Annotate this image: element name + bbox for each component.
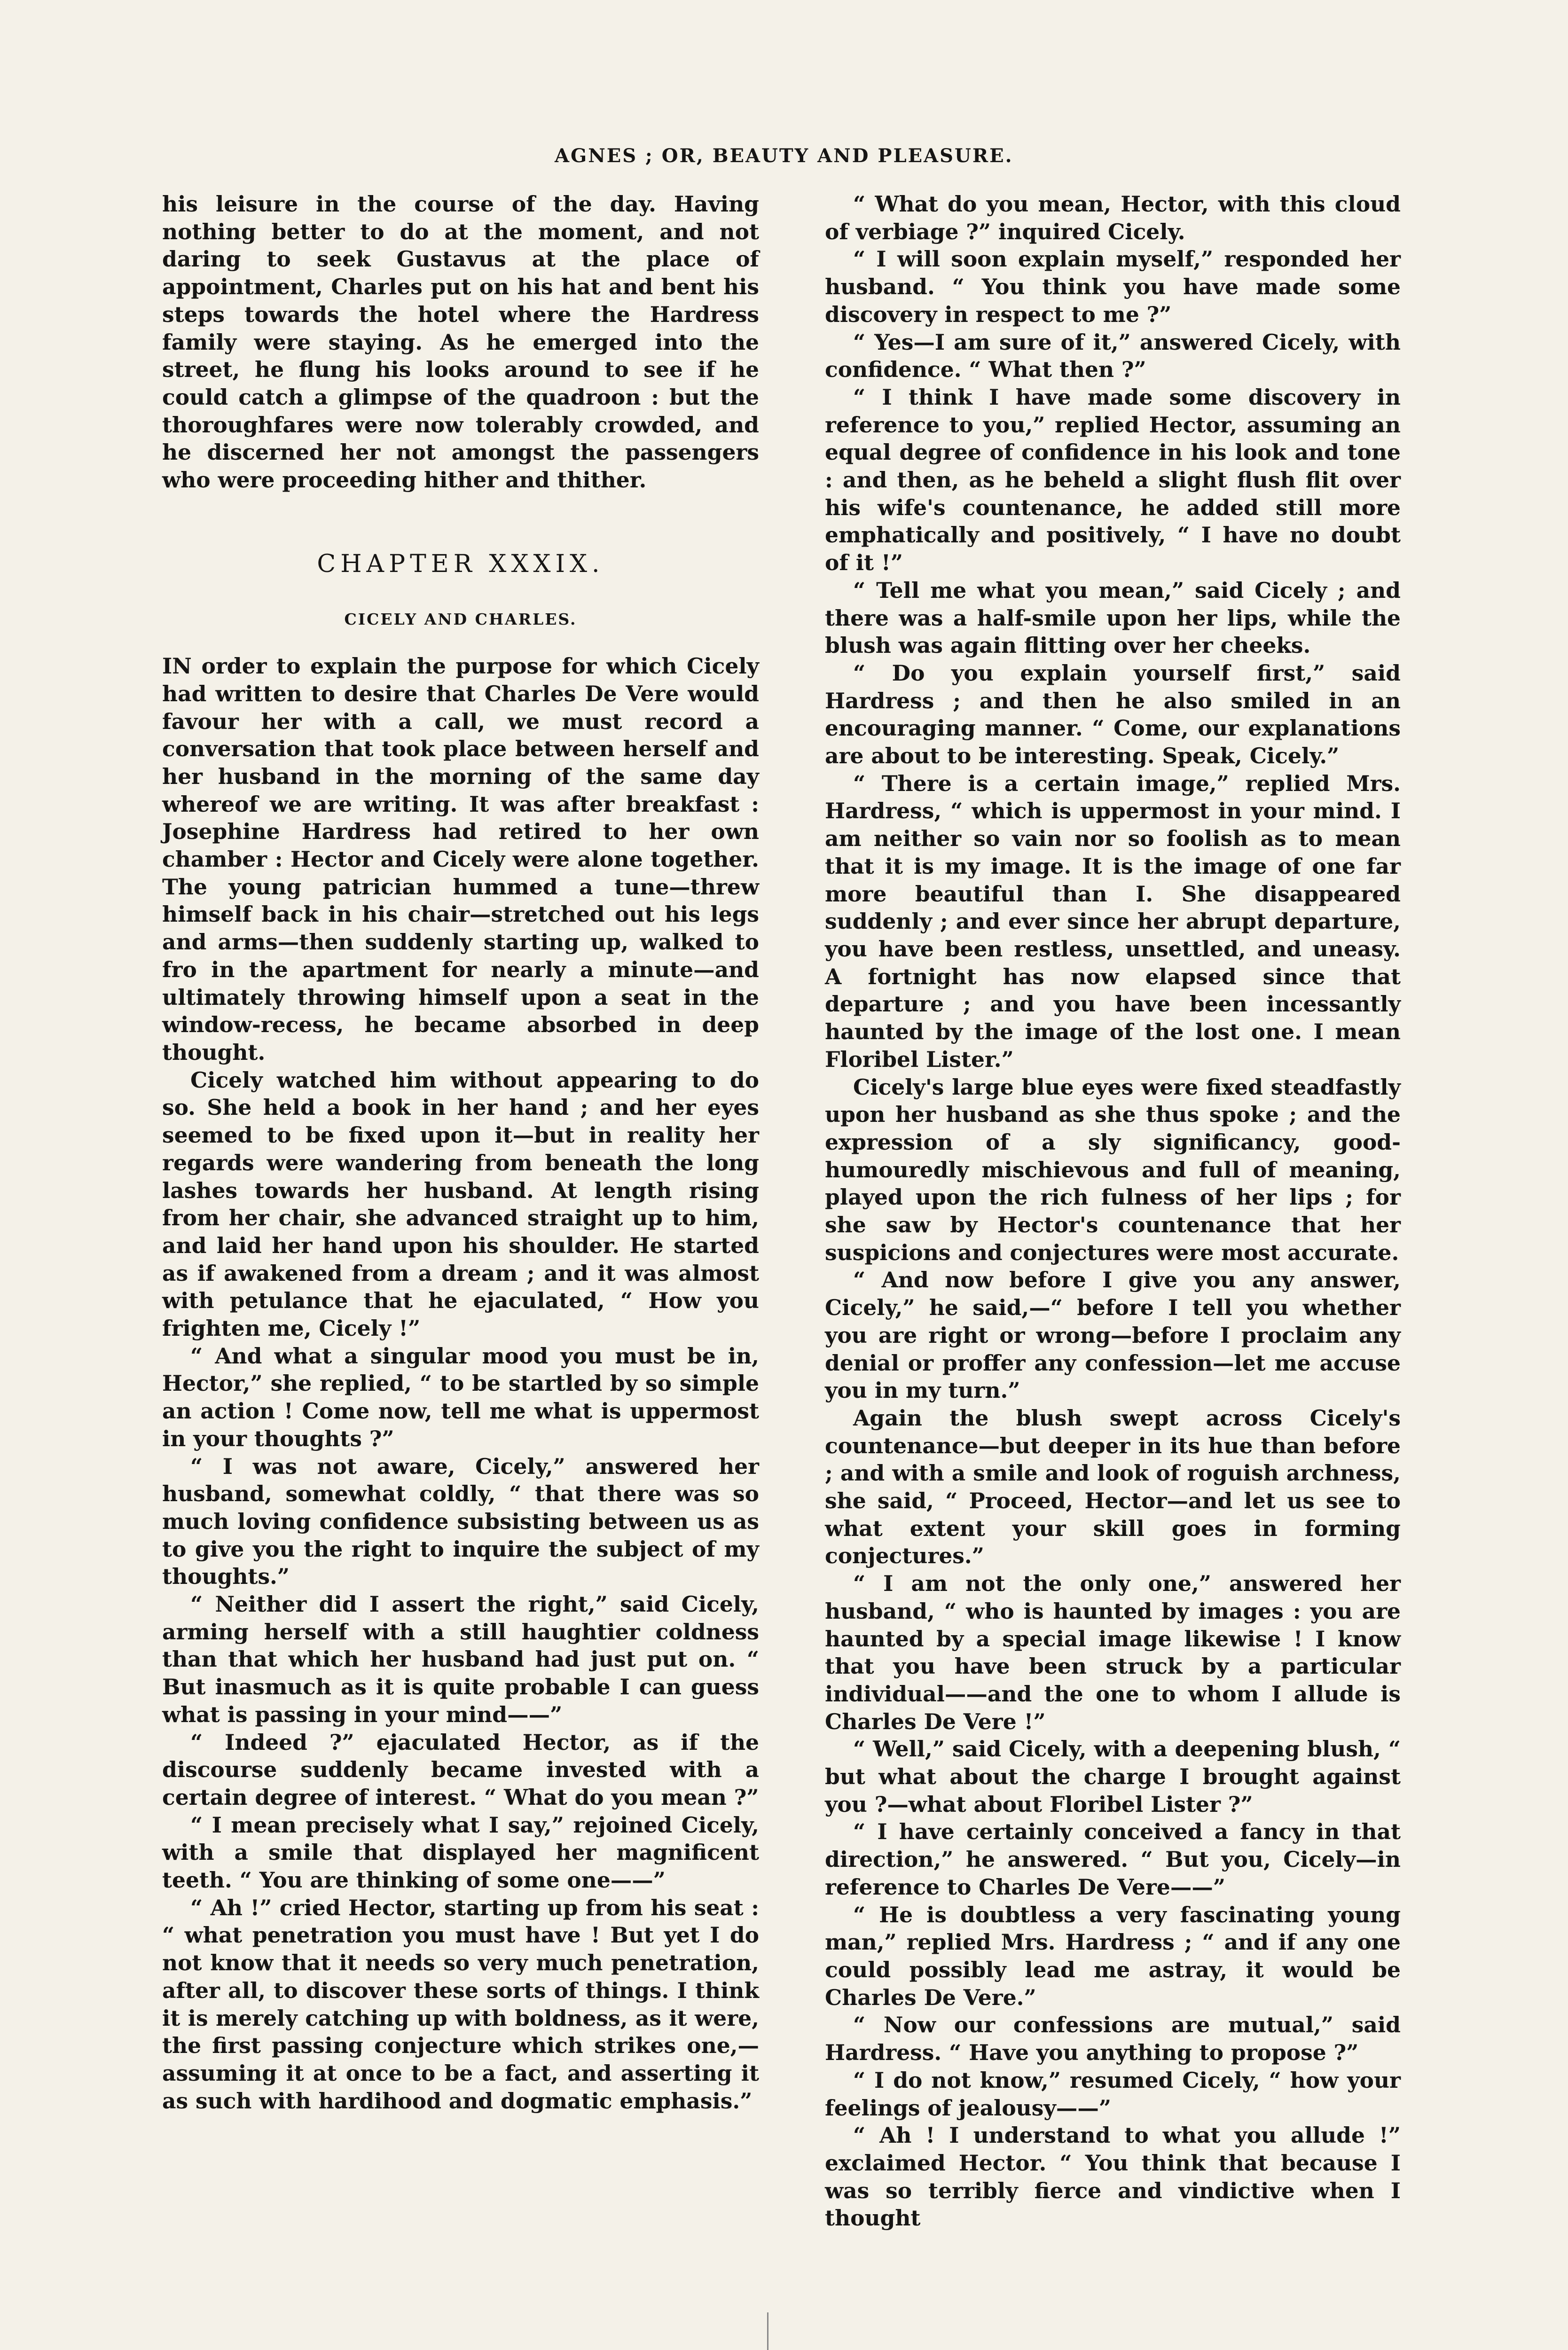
paragraph: “ Ah !” cried Hector, starting up from his seat : “ what penetration you must have ! But yet I do not know that it needs so very much penetration, after all, to discover these sorts of things. I think it is merely catching up with boldness, as it were, the first passing conjecture which strikes one,—assuming it at once to be a fact, and asserting it as such with hardihood and dogmatic emphasis.” [162, 1895, 759, 2114]
paragraph: “ Well,” said Cicely, with a deepening blush, “ but what about the charge I brought against you ?—what about Floribel Lister ?” [825, 1736, 1401, 1817]
chapter-subtitle: CICELY AND CHARLES. [344, 610, 577, 629]
paragraph: “ And now before I give you any answer, Cicely,” he said,—“ before I tell you whether you are right or wrong—before I proclaim any denial or proffer any confession—let me accuse you in my turn.” [825, 1267, 1401, 1403]
paragraph: “ Now our confessions are mutual,” said Hardress. “ Have you anything to propose ?” [825, 2012, 1401, 2066]
paragraph: “ I will soon explain myself,” responded her husband. “ You think you have made some discovery in respect to me ?” [825, 246, 1401, 327]
paragraph: Cicely's large blue eyes were fixed steadfastly upon her husband as she thus spoke ; and the expression of a sly significancy, good-humouredly mischievous and full of meaning, played upon the rich fulness of her lips ; for she saw by Hector's countenance that her suspicions and conjectures were most accurate. [825, 1074, 1401, 1265]
paragraph: “ Indeed ?” ejaculated Hector, as if the discourse suddenly became invested with a certain degree of interest. “ What do you mean ?” [162, 1729, 759, 1810]
paragraph: “ I am not the only one,” answered her husband, “ who is haunted by images : you are haunted by a special image likewise ! I know that you have been struck by a particular individual——and the one to whom I allude is Charles De Vere !” [825, 1571, 1401, 1734]
paragraph: “ I have certainly conceived a fancy in that direction,” he answered. “ But you, Cicely—in reference to Charles De Vere——” [825, 1819, 1401, 1900]
paragraph: “ Yes—I am sure of it,” answered Cicely, with confidence. “ What then ?” [825, 329, 1401, 383]
right-column [825, 190, 1401, 2232]
paragraph: “ I mean precisely what I say,” rejoined Cicely, with a smile that displayed her magnificent teeth. “ You are thinking of some one——” [162, 1812, 759, 1893]
chapter-title: CHAPTER XXXIX. [317, 549, 604, 578]
left-column-body [162, 652, 759, 2115]
left-column-intro [162, 190, 759, 494]
paragraph: “ What do you mean, Hector, with this cloud of verbiage ?” inquired Cicely. [825, 191, 1401, 244]
paragraph: “ Do you explain yourself first,” said Hardress ; and then he also smiled in an encouraging manner. “ Come, our explanations are about to be interesting. Speak, Cicely.” [825, 660, 1401, 769]
paragraph: “ Tell me what you mean,” said Cicely ; and there was a half-smile upon her lips, while the blush was again flitting over her cheeks. [825, 577, 1401, 658]
paragraph: “ There is a certain image,” replied Mrs. Hardress, “ which is uppermost in your mind. I am neither so vain nor so foolish as to mean that it is my image. It is the image of one far more beautiful than I. She disappeared suddenly ; and ever since her abrupt departure, you have been restless, unsettled, and uneasy. A fortnight has now elapsed since that departure ; and you have been incessantly haunted by the image of the lost one. I mean Floribel Lister.” [825, 770, 1401, 1072]
column-divider [767, 2312, 768, 2350]
paragraph: “ I think I have made some discovery in reference to you,” replied Hector, assuming an equal degree of confidence in his look and tone : and then, as he beheld a slight flush flit over his wife's countenance, he added still more emphatically and positively, “ I have no doubt of it !” [825, 384, 1401, 576]
paragraph: Again the blush swept across Cicely's countenance—but deeper in its hue than before ; and with a smile and look of roguish archness, she said, “ Proceed, Hector—and let us see to what extent your skill goes in forming conjectures.” [825, 1405, 1401, 1569]
paragraph: “ I do not know,” resumed Cicely, “ how your feelings of jealousy——” [825, 2067, 1401, 2121]
paragraph: his leisure in the course of the day. Having nothing better to do at the moment, and not daring to seek Gustavus at the place of appointment, Charles put on his hat and bent his steps towards the hotel where the Hardress family were staying. As he emerged into the street, he flung his looks around to see if he could catch a glimpse of the quadroon : but the thoroughfares were now tolerably crowded, and he discerned her not amongst the passengers who were proceeding hither and thither. [162, 191, 759, 493]
running-header: AGNES ; OR, BEAUTY AND PLEASURE. [555, 145, 1013, 167]
paragraph: “ Neither did I assert the right,” said Cicely, arming herself with a still haughtier coldness than that which her husband had just put on. “ But inasmuch as it is quite probable I can guess what is passing in your mind——” [162, 1591, 759, 1727]
right-column-body [825, 190, 1401, 2232]
paragraph: Cicely watched him without appearing to do so. She held a book in her hand ; and her eyes seemed to be fixed upon it—but in reality her regards were wandering from beneath the long lashes towards her husband. At length rising from her chair, she advanced straight up to him, and laid her hand upon his shoulder. He started as if awakened from a dream ; and it was almost with petulance that he ejaculated, “ How you frighten me, Cicely !” [162, 1067, 759, 1341]
paragraph: “ Ah ! I understand to what you allude !” exclaimed Hector. “ You think that because I was so terribly fierce and vindictive when I thought [825, 2123, 1401, 2231]
paragraph: “ And what a singular mood you must be in, Hector,” she replied, “ to be startled by so simple an action ! Come now, tell me what is uppermost in your thoughts ?” [162, 1343, 759, 1451]
paragraph: “ I was not aware, Cicely,” answered her husband, somewhat coldly, “ that there was so much loving confidence subsisting between us as to give you the right to inquire the subject of my thoughts.” [162, 1453, 759, 1590]
paragraph: “ He is doubtless a very fascinating young man,” replied Mrs. Hardress ; “ and if any one could possibly lead me astray, it would be Charles De Vere.” [825, 1902, 1401, 2010]
left-column [162, 190, 759, 2115]
paragraph: IN order to explain the purpose for which Cicely had written to desire that Charles De Vere would favour her with a call, we must record a conversation that took place between herself and her husband in the morning of the same day whereof we are writing. It was after breakfast : Josephine Hardress had retired to her own chamber : Hector and Cicely were alone together. The young patrician hummed a tune—threw himself back in his chair—stretched out his legs and arms—then suddenly starting up, walked to fro in the apartment for nearly a minute—and ultimately throwing himself upon a seat in the window-recess, he became absorbed in deep thought. [162, 653, 759, 1065]
